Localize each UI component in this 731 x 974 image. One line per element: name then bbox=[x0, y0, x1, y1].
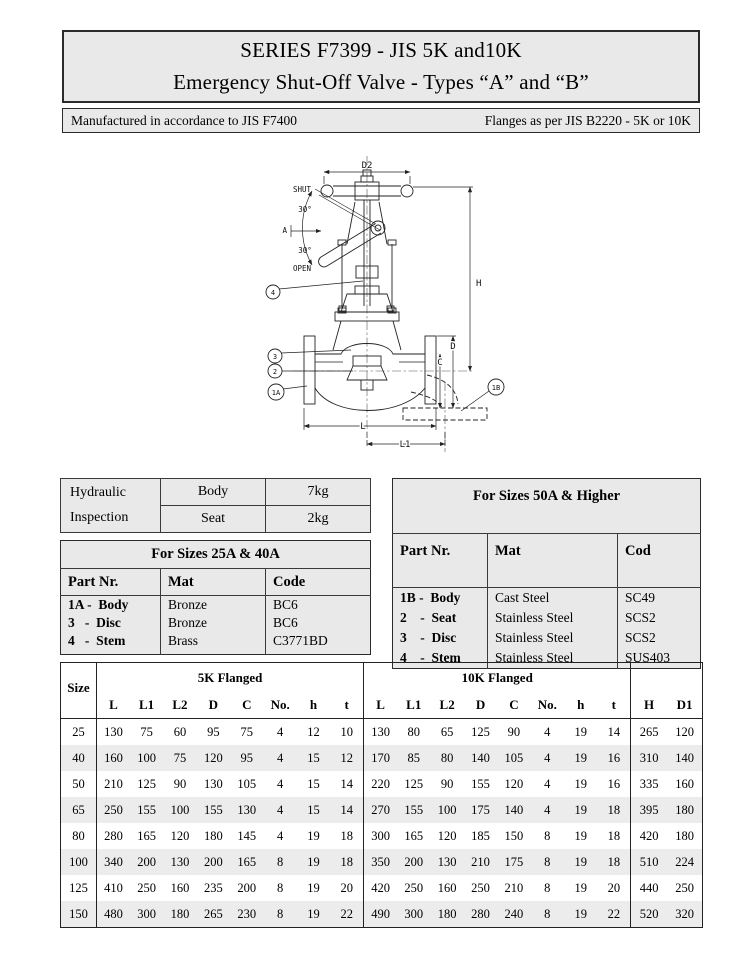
dim-cell: 4 bbox=[544, 750, 551, 765]
page-subtitle: Emergency Shut-Off Valve - Types “A” and “B” bbox=[173, 69, 589, 94]
group-header-row bbox=[61, 663, 703, 693]
dim-cell: 8 bbox=[277, 906, 284, 921]
dim-cell: 270 bbox=[364, 797, 397, 823]
dim-cell: 220 bbox=[364, 771, 397, 797]
dim-cell: 300 bbox=[364, 823, 397, 849]
dim-cell: 200 bbox=[137, 854, 156, 869]
dim-cell: 18 bbox=[607, 802, 621, 817]
col-code: Code bbox=[266, 569, 371, 596]
balloon-4-label: 4 bbox=[270, 289, 276, 297]
dim-cell: 155 bbox=[203, 802, 223, 817]
code-cell: SC49 bbox=[618, 588, 701, 609]
dim-cell: 19 bbox=[574, 880, 587, 895]
dim-cell: 19 bbox=[574, 750, 587, 765]
dim-cell: 130 bbox=[364, 719, 397, 746]
material-cell: Brass bbox=[161, 632, 266, 655]
title-box bbox=[62, 30, 700, 103]
parts-rows bbox=[61, 596, 371, 655]
dim-cell: 160 bbox=[437, 880, 457, 895]
dim-cell: 250 bbox=[404, 880, 424, 895]
size-cell: 125 bbox=[69, 880, 88, 895]
dim-cell: 10 bbox=[340, 724, 353, 739]
dim-cell: 105 bbox=[504, 750, 524, 765]
dimension-rows bbox=[61, 719, 703, 928]
dim-cell: 100 bbox=[137, 750, 156, 765]
col-mat: Mat bbox=[161, 569, 266, 596]
dimensions-table bbox=[60, 662, 703, 928]
dim-cell: 120 bbox=[675, 724, 694, 739]
material-cell: Bronze bbox=[161, 614, 266, 632]
col-part-nr: Part Nr. bbox=[61, 569, 161, 596]
table-row bbox=[61, 875, 703, 901]
code-cell: SCS2 bbox=[618, 608, 701, 628]
balloon-1a-label: 1A bbox=[271, 389, 281, 397]
parts-table-small-sizes bbox=[60, 540, 371, 655]
col-mat: Mat bbox=[488, 534, 618, 588]
size-cell: 65 bbox=[72, 802, 85, 817]
dim-cell: 440 bbox=[631, 875, 667, 901]
material-cell: Stainless Steel bbox=[488, 628, 618, 648]
dim-cell: 420 bbox=[364, 875, 397, 901]
dim-cell: 80 bbox=[407, 724, 420, 739]
flange-note: Flanges as per JIS B2220 - 5K or 10K bbox=[484, 112, 691, 128]
dim-cell: 185 bbox=[471, 828, 490, 843]
dim-cell: 4 bbox=[277, 724, 284, 739]
label-shut: SHUT bbox=[292, 185, 311, 194]
dim-cell: 120 bbox=[504, 776, 524, 791]
col-10k-no: No. bbox=[531, 692, 564, 719]
dim-cell: 130 bbox=[170, 854, 190, 869]
dim-cell: 230 bbox=[237, 906, 257, 921]
dim-cell: 180 bbox=[675, 802, 694, 817]
dim-cell: 18 bbox=[340, 828, 353, 843]
dim-cell: 65 bbox=[440, 724, 454, 739]
dim-label-l: L bbox=[360, 422, 366, 432]
dim-cell: 180 bbox=[675, 828, 694, 843]
table-header-row bbox=[61, 569, 371, 596]
dim-cell: 18 bbox=[607, 854, 621, 869]
table-row bbox=[61, 771, 703, 797]
dim-cell: 250 bbox=[471, 880, 490, 895]
code-cell: SCS2 bbox=[618, 628, 701, 648]
dim-cell: 15 bbox=[307, 802, 320, 817]
dim-cell: 20 bbox=[340, 880, 353, 895]
size-cell: 80 bbox=[72, 828, 85, 843]
dim-cell: 280 bbox=[471, 906, 490, 921]
dim-cell: 90 bbox=[507, 724, 521, 739]
dim-cell: 19 bbox=[574, 828, 587, 843]
table-title-row bbox=[61, 541, 371, 569]
dim-cell: 12 bbox=[340, 750, 353, 765]
col-5k-d: D bbox=[197, 692, 230, 719]
dim-label-c: C bbox=[437, 358, 443, 368]
balloon-1b-label: 1B bbox=[491, 384, 501, 392]
size-cell: 50 bbox=[72, 776, 85, 791]
dim-cell: 18 bbox=[340, 854, 353, 869]
dim-cell: 19 bbox=[307, 854, 320, 869]
dim-cell: 480 bbox=[97, 901, 130, 928]
size-cell: 150 bbox=[69, 906, 88, 921]
dim-cell: 165 bbox=[137, 828, 156, 843]
dim-cell: 140 bbox=[504, 802, 524, 817]
dim-cell: 250 bbox=[97, 797, 130, 823]
dim-cell: 300 bbox=[137, 906, 156, 921]
table-title-row bbox=[393, 479, 701, 534]
dim-cell: 4 bbox=[277, 750, 284, 765]
dim-cell: 125 bbox=[137, 776, 156, 791]
dim-cell: 145 bbox=[237, 828, 257, 843]
dim-cell: 250 bbox=[137, 880, 156, 895]
hydraulic-seat-item: Seat bbox=[161, 506, 266, 533]
dim-cell: 130 bbox=[203, 776, 223, 791]
dim-cell: 175 bbox=[471, 802, 490, 817]
dim-cell: 14 bbox=[340, 776, 353, 791]
code-cell: SUS403 bbox=[618, 648, 701, 669]
hydraulic-test-table bbox=[60, 478, 371, 533]
dim-cell: 75 bbox=[173, 750, 187, 765]
dim-cell: 155 bbox=[404, 802, 424, 817]
table-header-row bbox=[393, 534, 701, 588]
dim-cell: 16 bbox=[607, 750, 621, 765]
size-cell: 25 bbox=[72, 724, 85, 739]
col-10k-l: L bbox=[364, 692, 397, 719]
dim-cell: 19 bbox=[307, 880, 320, 895]
dim-cell: 410 bbox=[97, 875, 130, 901]
dim-cell: 8 bbox=[277, 854, 284, 869]
code-cell: C3771BD bbox=[266, 632, 371, 655]
dim-cell: 4 bbox=[544, 724, 551, 739]
dim-cell: 200 bbox=[237, 880, 257, 895]
dimensions bbox=[304, 172, 473, 448]
label-point-a: A bbox=[282, 226, 287, 235]
balloon-3-label: 3 bbox=[272, 353, 278, 361]
part-cell: 4 - Stem bbox=[61, 632, 161, 655]
dim-cell: 8 bbox=[277, 880, 284, 895]
dim-cell: 4 bbox=[277, 802, 284, 817]
dim-cell: 8 bbox=[544, 854, 551, 869]
dim-cell: 95 bbox=[207, 724, 220, 739]
dim-cell: 335 bbox=[631, 771, 667, 797]
dim-cell: 90 bbox=[173, 776, 187, 791]
dim-cell: 14 bbox=[607, 724, 621, 739]
dim-cell: 95 bbox=[240, 750, 253, 765]
dim-cell: 210 bbox=[97, 771, 130, 797]
table-row bbox=[61, 901, 703, 928]
dim-cell: 8 bbox=[544, 828, 551, 843]
part-balloons bbox=[266, 281, 504, 411]
table-row bbox=[61, 797, 703, 823]
dim-cell: 105 bbox=[237, 776, 257, 791]
dim-cell: 170 bbox=[364, 745, 397, 771]
dim-cell: 18 bbox=[607, 828, 621, 843]
dim-cell: 60 bbox=[173, 724, 187, 739]
dim-cell: 130 bbox=[437, 854, 457, 869]
part-cell: 4 - Stem bbox=[393, 648, 488, 669]
dim-label-d2: D2 bbox=[361, 161, 373, 171]
dim-cell: 175 bbox=[504, 854, 524, 869]
code-cell: BC6 bbox=[266, 614, 371, 632]
hydraulic-seat-value: 2kg bbox=[266, 506, 371, 533]
col-part-nr: Part Nr. bbox=[393, 534, 488, 588]
table-row bbox=[393, 628, 701, 648]
code-cell: BC6 bbox=[266, 596, 371, 615]
dim-cell: 19 bbox=[574, 906, 587, 921]
sub-header-row bbox=[61, 692, 703, 719]
dim-cell: 80 bbox=[440, 750, 454, 765]
dim-cell: 165 bbox=[404, 828, 424, 843]
dim-cell: 15 bbox=[307, 750, 320, 765]
dim-cell: 265 bbox=[203, 906, 223, 921]
dim-cell: 200 bbox=[203, 854, 223, 869]
dim-cell: 150 bbox=[504, 828, 524, 843]
standards-bar bbox=[62, 108, 700, 133]
dim-cell: 19 bbox=[307, 906, 320, 921]
parts-rows bbox=[393, 588, 701, 669]
table-row bbox=[61, 614, 371, 632]
size-header: Size bbox=[61, 663, 97, 719]
dim-cell: 4 bbox=[544, 802, 551, 817]
dim-cell: 310 bbox=[631, 745, 667, 771]
dim-cell: 210 bbox=[471, 854, 490, 869]
col-5k-l: L bbox=[97, 692, 130, 719]
material-cell: Bronze bbox=[161, 596, 266, 615]
hydraulic-body-value: 7kg bbox=[266, 479, 371, 506]
size-cell: 100 bbox=[69, 854, 88, 869]
label-angle-lower: 30° bbox=[298, 246, 312, 255]
dim-cell: 125 bbox=[404, 776, 424, 791]
dim-cell: 75 bbox=[140, 724, 153, 739]
dim-cell: 12 bbox=[307, 724, 320, 739]
table-row bbox=[393, 608, 701, 628]
col-10k-d: D bbox=[464, 692, 497, 719]
hydraulic-body-item: Body bbox=[161, 479, 266, 506]
dim-cell: 180 bbox=[170, 906, 190, 921]
travel-arc bbox=[282, 185, 321, 273]
dim-cell: 395 bbox=[631, 797, 667, 823]
dim-cell: 224 bbox=[675, 854, 694, 869]
dim-cell: 85 bbox=[407, 750, 420, 765]
dim-cell: 235 bbox=[203, 880, 223, 895]
col-5k-t: t bbox=[330, 692, 363, 719]
col-5k-l2: L2 bbox=[163, 692, 196, 719]
dim-cell: 160 bbox=[170, 880, 190, 895]
col-10k-t: t bbox=[597, 692, 630, 719]
dim-cell: 100 bbox=[437, 802, 457, 817]
dim-cell: 22 bbox=[607, 906, 621, 921]
dim-cell: 155 bbox=[471, 776, 490, 791]
col-5k-l1: L1 bbox=[130, 692, 163, 719]
page-title: SERIES F7399 - JIS 5K and10K bbox=[240, 38, 522, 63]
balloon-2-label: 2 bbox=[272, 368, 278, 376]
dim-cell: 19 bbox=[574, 776, 587, 791]
dim-cell: 100 bbox=[170, 802, 190, 817]
material-cell: Cast Steel bbox=[488, 588, 618, 609]
dim-cell: 22 bbox=[340, 906, 353, 921]
dim-label-d: D bbox=[450, 342, 456, 352]
dim-cell: 19 bbox=[574, 802, 587, 817]
table-row bbox=[393, 588, 701, 609]
table-row bbox=[61, 745, 703, 771]
centerlines bbox=[293, 156, 473, 452]
part-cell: 2 - Seat bbox=[393, 608, 488, 628]
dim-cell: 16 bbox=[607, 776, 621, 791]
table-row bbox=[61, 632, 371, 655]
corner-header bbox=[631, 663, 703, 693]
label-angle-upper: 30° bbox=[298, 205, 312, 214]
dim-cell: 19 bbox=[574, 724, 587, 739]
dim-cell: 140 bbox=[675, 750, 694, 765]
col-d1: D1 bbox=[667, 692, 703, 719]
dim-cell: 4 bbox=[277, 776, 284, 791]
dim-cell: 240 bbox=[504, 906, 524, 921]
group-header-5k: 5K Flanged bbox=[97, 663, 364, 693]
dim-cell: 510 bbox=[631, 849, 667, 875]
material-cell: Stainless Steel bbox=[488, 608, 618, 628]
dim-label-h: H bbox=[476, 279, 482, 289]
table-row bbox=[61, 849, 703, 875]
dim-cell: 120 bbox=[170, 828, 190, 843]
dim-cell: 15 bbox=[307, 776, 320, 791]
valve-drawing bbox=[215, 140, 575, 470]
dim-cell: 280 bbox=[97, 823, 130, 849]
dim-label-l1: L1 bbox=[399, 440, 411, 450]
table-title: For Sizes 50A & Higher bbox=[393, 479, 701, 534]
dim-cell: 350 bbox=[364, 849, 397, 875]
dim-cell: 265 bbox=[631, 719, 667, 746]
dim-cell: 300 bbox=[404, 906, 424, 921]
col-10k-h: h bbox=[564, 692, 597, 719]
dim-cell: 155 bbox=[137, 802, 156, 817]
col-h: H bbox=[631, 692, 667, 719]
group-header-10k: 10K Flanged bbox=[364, 663, 631, 693]
part-cell: 3 - Disc bbox=[393, 628, 488, 648]
table-row bbox=[61, 479, 371, 506]
dim-cell: 180 bbox=[437, 906, 457, 921]
dim-cell: 14 bbox=[340, 802, 353, 817]
dim-cell: 4 bbox=[544, 776, 551, 791]
col-10k-l2: L2 bbox=[430, 692, 463, 719]
dim-cell: 19 bbox=[574, 854, 587, 869]
part-cell: 1B - Body bbox=[393, 588, 488, 609]
dim-cell: 140 bbox=[471, 750, 490, 765]
dim-cell: 8 bbox=[544, 906, 551, 921]
parts-table-large-sizes bbox=[392, 478, 701, 669]
hydraulic-label: Hydraulic Inspection bbox=[61, 479, 161, 533]
dim-cell: 160 bbox=[97, 745, 130, 771]
dim-cell: 120 bbox=[437, 828, 457, 843]
col-10k-c: C bbox=[497, 692, 530, 719]
dim-cell: 19 bbox=[307, 828, 320, 843]
table-title: For Sizes 25A & 40A bbox=[61, 541, 371, 569]
dim-cell: 75 bbox=[240, 724, 253, 739]
size-cell: 40 bbox=[72, 750, 85, 765]
dim-cell: 120 bbox=[203, 750, 223, 765]
dim-cell: 130 bbox=[97, 719, 130, 746]
dim-cell: 20 bbox=[607, 880, 621, 895]
dim-cell: 420 bbox=[631, 823, 667, 849]
material-cell: Stainless Steel bbox=[488, 648, 618, 669]
dim-cell: 320 bbox=[675, 906, 694, 921]
dim-cell: 340 bbox=[97, 849, 130, 875]
col-5k-h: h bbox=[297, 692, 330, 719]
table-row bbox=[61, 823, 703, 849]
part-cell: 1A - Body bbox=[61, 596, 161, 615]
col-5k-no: No. bbox=[263, 692, 296, 719]
table-row bbox=[61, 719, 703, 746]
dim-cell: 90 bbox=[440, 776, 454, 791]
manufacture-note: Manufactured in accordance to JIS F7400 bbox=[71, 112, 298, 128]
table-row bbox=[61, 596, 371, 615]
dim-cell: 200 bbox=[404, 854, 424, 869]
dim-cell: 4 bbox=[277, 828, 284, 843]
dim-cell: 130 bbox=[237, 802, 257, 817]
dim-cell: 165 bbox=[237, 854, 257, 869]
type-b-outlet bbox=[403, 375, 487, 420]
dim-cell: 210 bbox=[504, 880, 524, 895]
part-cell: 3 - Disc bbox=[61, 614, 161, 632]
dim-cell: 8 bbox=[544, 880, 551, 895]
label-open: OPEN bbox=[292, 264, 311, 273]
dim-cell: 250 bbox=[675, 880, 694, 895]
col-10k-l1: L1 bbox=[397, 692, 430, 719]
dim-cell: 490 bbox=[364, 901, 397, 928]
col-cod: Cod bbox=[618, 534, 701, 588]
col-5k-c: C bbox=[230, 692, 263, 719]
dim-cell: 520 bbox=[631, 901, 667, 928]
dim-cell: 160 bbox=[675, 776, 694, 791]
dim-cell: 180 bbox=[203, 828, 223, 843]
dim-cell: 125 bbox=[471, 724, 490, 739]
